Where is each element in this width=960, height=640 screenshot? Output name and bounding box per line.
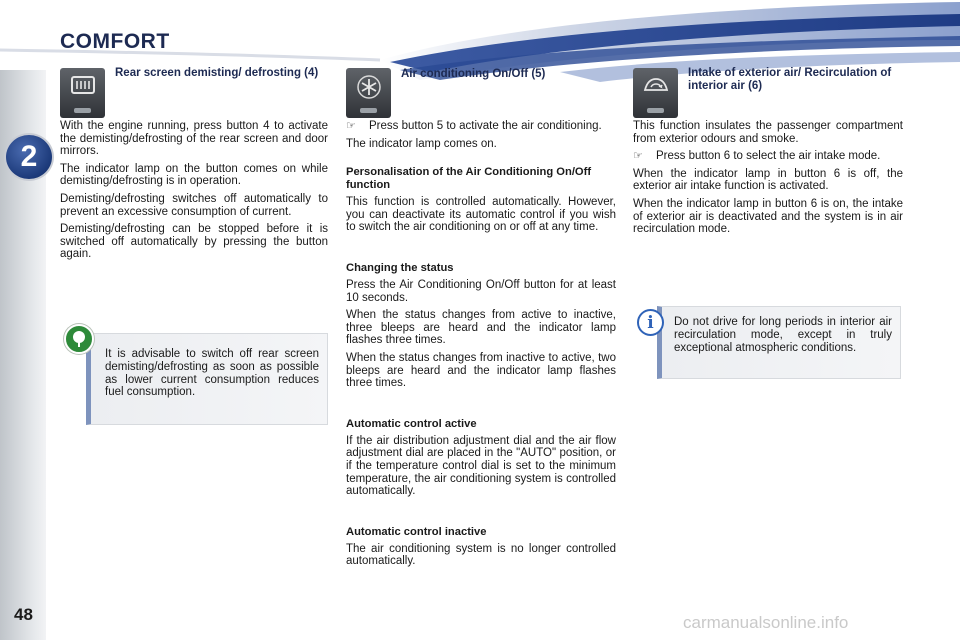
eco-notice-box	[86, 333, 328, 425]
subheading: Personalisation of the Air Conditioning On/Off function	[346, 166, 592, 192]
rear-screen-demist-icon	[60, 68, 105, 118]
section-header	[60, 64, 328, 116]
paragraph: When the indicator lamp in button 6 is off, the exterior air intake function is activated.	[633, 167, 903, 193]
air-conditioning-icon	[346, 68, 391, 118]
paragraph: When the status changes from active to inactive, three bleeps are heard and the indicator lamp flashes three times.	[346, 309, 616, 347]
paragraph: The air conditioning system is no longer controlled automatically.	[346, 542, 616, 568]
eco-notice-text: It is advisable to switch off rear screen demisting/defrosting as soon as possible as lower current consumption reduces fuel consumption.	[105, 348, 319, 399]
subheading: Automatic control inactive	[346, 525, 487, 538]
page-number: 48	[14, 605, 33, 624]
subsection-auto-inactive	[346, 526, 616, 568]
paragraph: When the indicator lamp in button 6 is on, the intake of exterior air is deactivated and the system is in air recirculation mode.	[633, 197, 903, 236]
bullet-text: Press button 5 to activate the air conditioning.	[369, 120, 602, 132]
bullet-step	[346, 120, 616, 133]
subsection-personalisation	[346, 166, 616, 234]
paragraph: The indicator lamp comes on.	[346, 137, 497, 150]
paragraph: This function insulates the passenger compartment from exterior odours and smoke.	[633, 120, 903, 145]
paragraph: Demisting/defrosting switches off automatically to prevent an excessive consumption of current.	[60, 192, 328, 218]
pointing-hand-icon: ☞	[346, 120, 356, 132]
section-header	[633, 64, 903, 116]
section-title: Rear screen demisting/ defrosting (4)	[115, 67, 319, 79]
info-notice-text: Do not drive for long periods in interior air recirculation mode, except in truly exceptional atmospheric conditions.	[674, 316, 892, 354]
chapter-tab: 2	[4, 133, 54, 181]
column-air-conditioning	[346, 64, 616, 568]
info-icon: i	[637, 309, 664, 336]
air-recirculation-icon	[633, 68, 678, 118]
paragraph: When the status changes from inactive to active, two bleeps are heard and the indicator lamp flashes three times.	[346, 351, 616, 390]
paragraph: Demisting/defrosting can be stopped before it is switched off automatically by pressing the button again.	[60, 223, 328, 261]
paragraph: This function is controlled automatically. However, you can deactivate its automatic control if you wish to switch the air conditioning on or off at any time.	[346, 196, 616, 234]
section-title: Air conditioning On/Off (5)	[401, 68, 546, 80]
subheading: Automatic control active	[346, 417, 477, 430]
eco-tree-icon	[64, 324, 94, 354]
subsection-auto-active	[346, 418, 616, 498]
subheading: Changing the status	[346, 261, 454, 274]
paragraph: Press the Air Conditioning On/Off button for at least 10 seconds.	[346, 278, 616, 304]
column-air-recirculation	[633, 64, 903, 236]
bullet-text: Press button 6 to select the air intake mode.	[656, 150, 881, 163]
section-header	[346, 64, 616, 116]
page-title: COMFORT	[60, 30, 170, 53]
bullet-step	[633, 150, 903, 163]
pointing-hand-icon: ☞	[633, 150, 643, 163]
watermark: carmanualsonline.info	[683, 613, 849, 632]
column-rear-demisting	[60, 64, 328, 261]
paragraph: With the engine running, press button 4 to activate the demisting/defrosting of the rear screen and door mirrors.	[60, 120, 328, 158]
subsection-changing-status	[346, 262, 616, 390]
paragraph: The indicator lamp on the button comes on while demisting/defrosting is in operation.	[60, 162, 328, 188]
section-title: Intake of exterior air/ Recirculation of interior air (6)	[688, 67, 892, 92]
paragraph: If the air distribution adjustment dial and the air flow adjustment dial are placed in the "AUTO" position, or if the temperature control dial is set to the minimum temperature, the air conditioning system is controlled automatically.	[346, 434, 616, 498]
info-notice-box	[647, 306, 901, 379]
